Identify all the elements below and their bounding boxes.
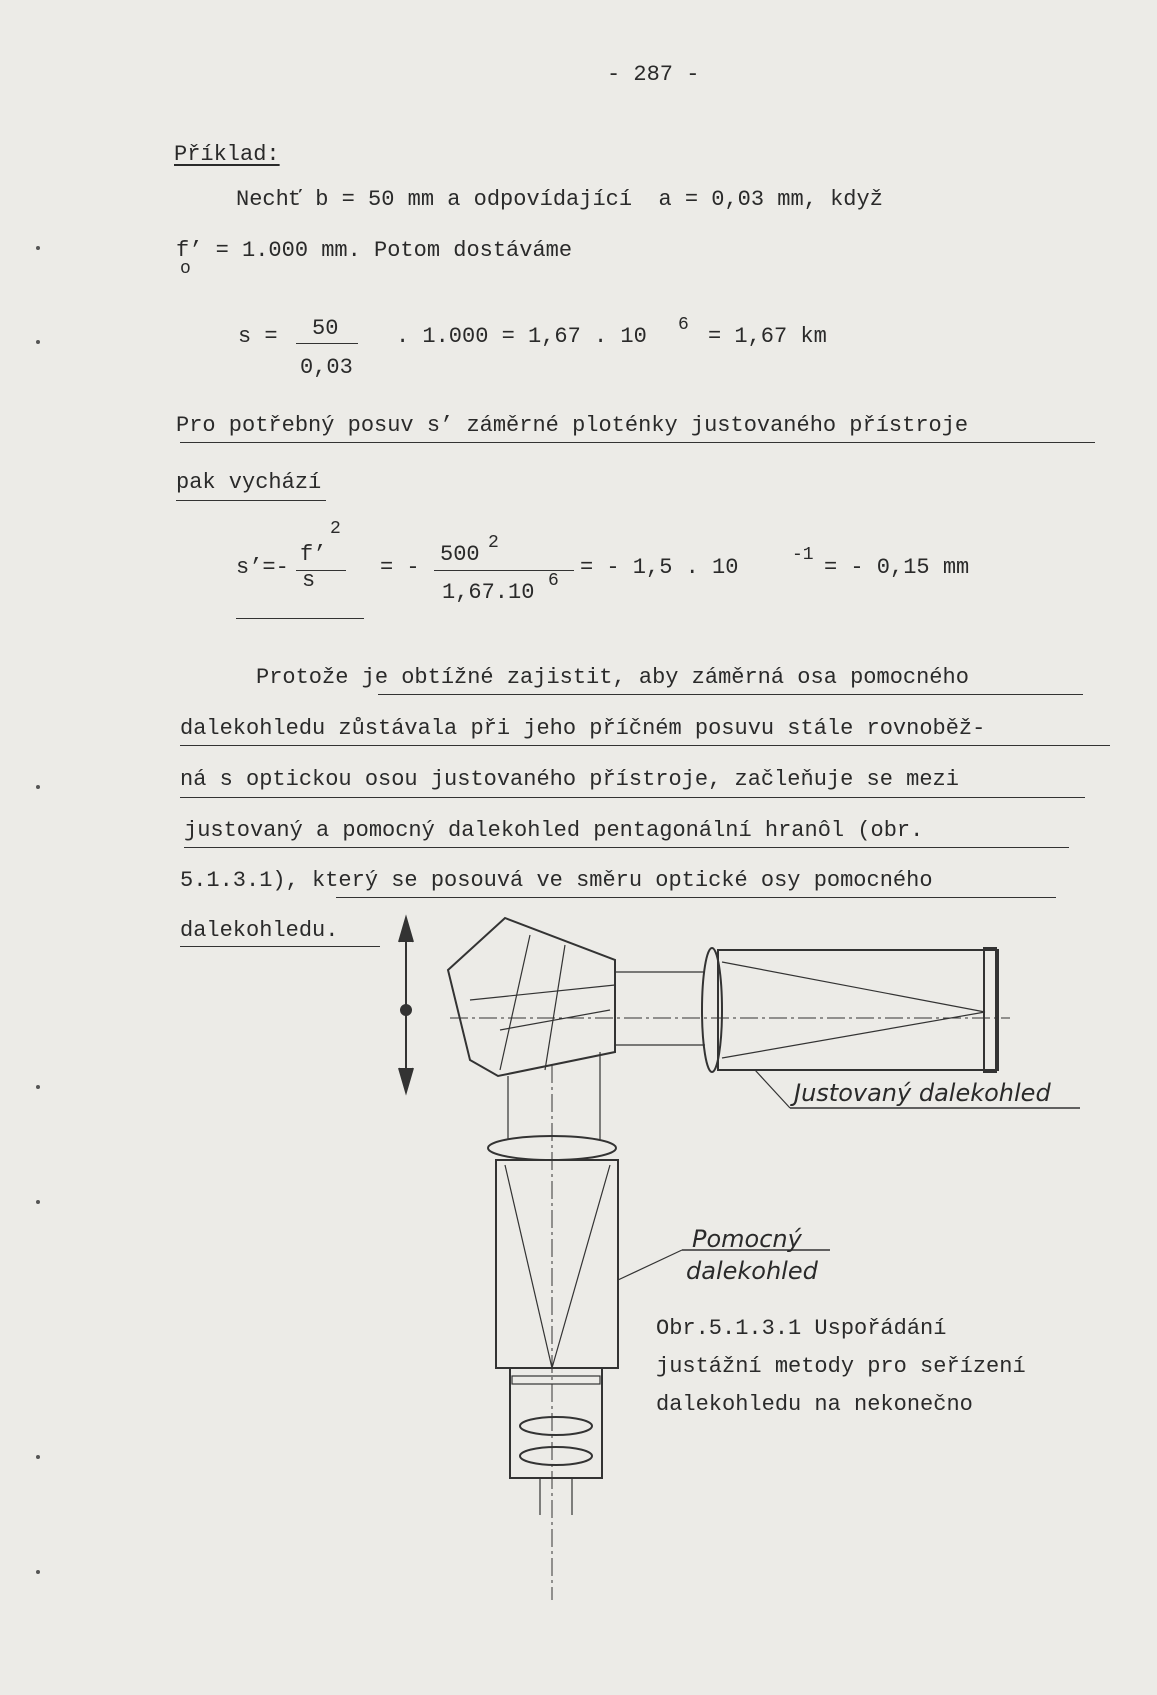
para2-line-6: dalekohledu.	[180, 918, 339, 943]
arrow-head-up	[399, 918, 413, 942]
arrow-head-down	[399, 1068, 413, 1092]
eq2-frac1-denominator: s	[302, 568, 316, 593]
para2-line-1: Protože je obtížné zajistit, aby záměrná osa pomocného	[256, 665, 969, 690]
eq1-tail: = 1,67 km	[708, 324, 827, 349]
para2-line-5: 5.1.3.1), který se posouvá ve směru optické osy pomocného	[180, 868, 933, 893]
para2-underline-1	[378, 694, 1083, 695]
page-number: - 287 -	[607, 62, 700, 87]
arrow-center-dot	[401, 1005, 411, 1015]
para1-underline-1	[180, 442, 1095, 443]
binder-hole-2	[36, 340, 40, 344]
helper-telescope-body	[496, 1160, 618, 1368]
example-line-2-subscript: o	[180, 259, 191, 279]
example-line-2: f’ = 1.000 mm. Potom dostáváme	[176, 238, 573, 263]
eyepiece-lens-1	[520, 1417, 592, 1435]
binder-hole-6	[36, 1455, 40, 1459]
eq1-fraction-bar	[296, 343, 358, 344]
para2-underline-4	[184, 847, 1069, 848]
eq1-numerator: 50	[312, 316, 339, 341]
para2-underline-5	[336, 897, 1056, 898]
eq2-tail: = - 0,15 mm	[824, 555, 970, 580]
eq2-rest: = - 1,5 . 10	[580, 555, 739, 580]
eq2-frac2-numerator: 500	[440, 542, 480, 567]
label-adjusted-telescope: Justovaný dalekohled	[794, 1079, 1051, 1107]
adjusted-telescope-objective	[702, 948, 722, 1072]
eq2-frac2-denominator: 1,67.10	[442, 580, 535, 605]
para1-underline-2	[176, 500, 326, 501]
para1-line-2: pak vychází	[176, 470, 322, 495]
para2-underline-6	[180, 946, 380, 947]
para2-underline-2	[180, 745, 1110, 746]
para1-line-1: Pro potřebný posuv s’ záměrné ploténky justovaného přístroje	[176, 413, 969, 438]
figure-caption-3: dalekohledu na nekonečno	[656, 1392, 973, 1417]
eq2-mid: = -	[380, 555, 420, 580]
eq2-rest-exponent: -1	[792, 545, 814, 565]
para2-line-3: ná s optickou osou justovaného přístroje, začleňuje se mezi	[180, 767, 959, 792]
eq2-frac1-numerator: f’	[300, 542, 327, 567]
eyepiece-lens-2	[520, 1447, 592, 1465]
example-line-1: Nechť b = 50 mm a odpovídající a = 0,03 mm, když	[236, 187, 883, 212]
para2-line-4: justovaný a pomocný dalekohled pentagonální hranôl (obr.	[184, 818, 924, 843]
eq2-frac2-numerator-exponent: 2	[488, 533, 499, 553]
binder-hole-1	[36, 246, 40, 250]
binder-hole-3	[36, 785, 40, 789]
eq1-denominator: 0,03	[300, 355, 353, 380]
adjusted-telescope-reticle	[984, 948, 996, 1072]
helper-telescope-eyepiece-tube	[510, 1368, 602, 1478]
para2-underline-3	[180, 797, 1085, 798]
eq1-lhs: s =	[238, 324, 278, 349]
binder-hole-7	[36, 1570, 40, 1574]
eq1-exponent: 6	[678, 315, 689, 335]
example-heading: Příklad:	[174, 142, 280, 167]
adjusted-telescope-body	[718, 950, 998, 1070]
para2-line-2: dalekohledu zůstávala při jeho příčném posuvu stále rovnoběž-	[180, 716, 986, 741]
eq2-frac2-denominator-exponent: 6	[548, 571, 559, 591]
eq2-underline	[236, 618, 364, 619]
pentagonal-prism	[448, 918, 615, 1076]
label-helper-telescope-2: dalekohled	[686, 1257, 818, 1285]
binder-hole-4	[36, 1085, 40, 1089]
binder-hole-5	[36, 1200, 40, 1204]
eq1-rest: . 1.000 = 1,67 . 10	[396, 324, 647, 349]
eq2-frac1-exponent: 2	[330, 519, 341, 539]
eq2-lhs: s’=-	[236, 555, 289, 580]
helper-telescope-objective	[488, 1136, 616, 1160]
figure-caption-1: Obr.5.1.3.1 Uspořádání	[656, 1316, 947, 1341]
label-helper-telescope-1: Pomocný	[692, 1225, 802, 1253]
figure-caption-2: justážní metody pro seřízení	[656, 1354, 1026, 1379]
